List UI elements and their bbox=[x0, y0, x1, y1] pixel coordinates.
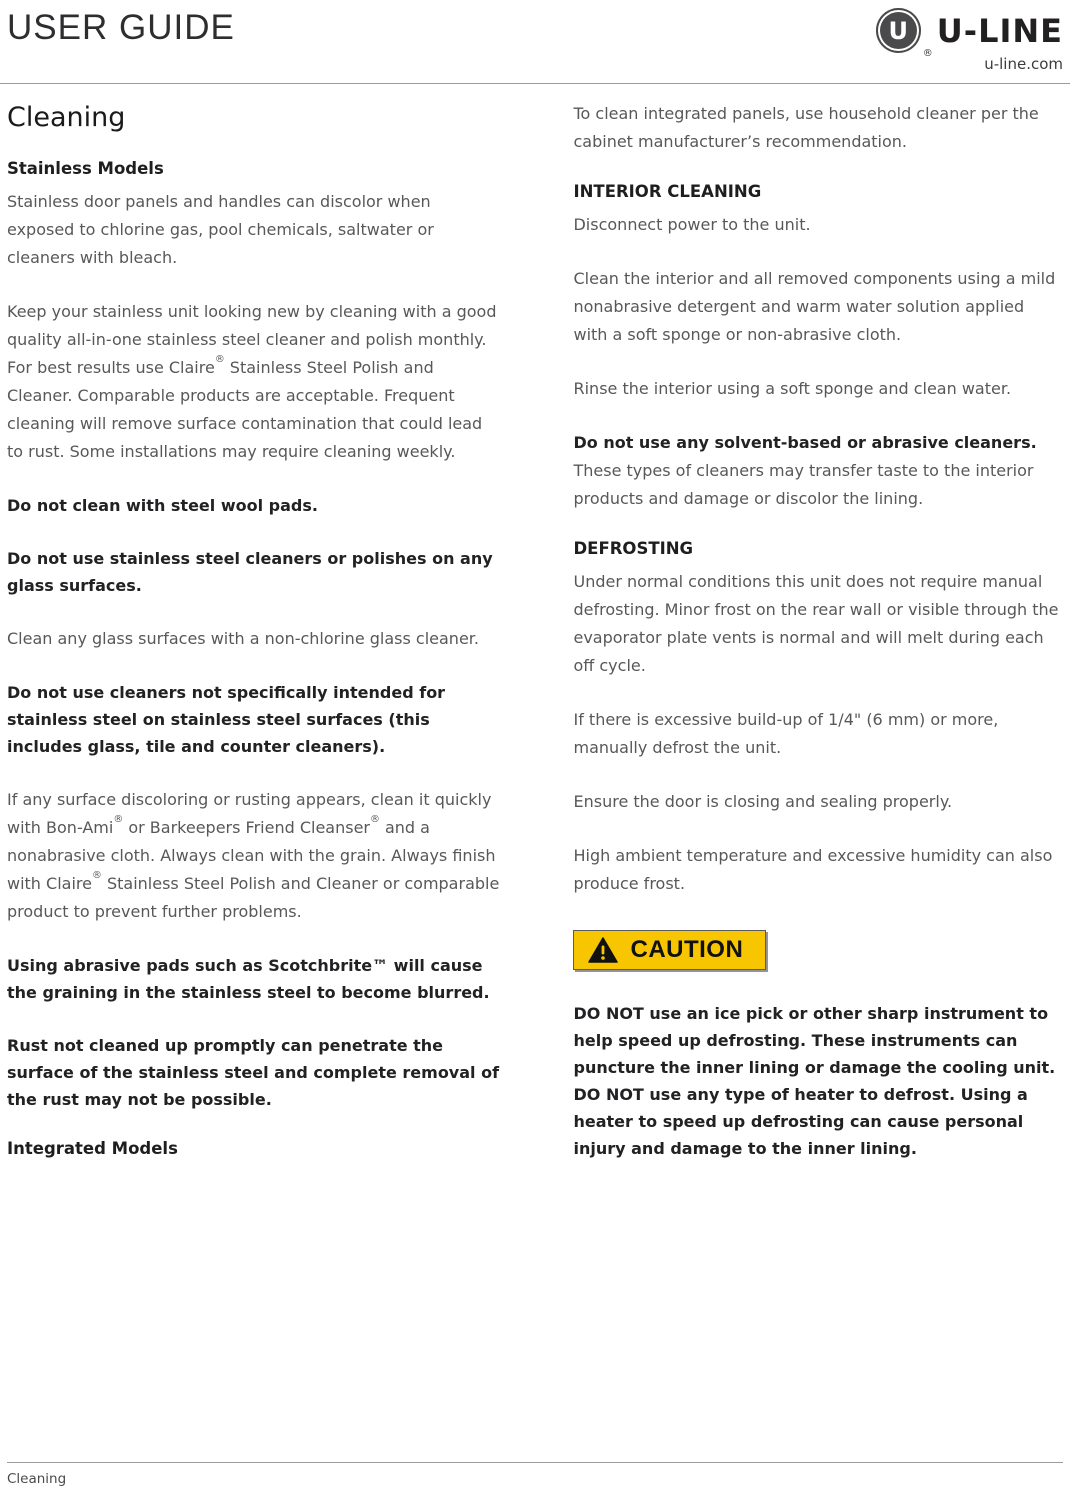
paragraph: Keep your stainless unit looking new by cleaning with a good quality all-in-one stainless steel cleaner and polish monthly. For best results use Claire® Stainless Steel Polish and Cleaner. Comparable products are acceptable. Frequent cleaning will remove surface contamination that could lead to rust. Some installations may require cleaning weekly. bbox=[7, 302, 497, 461]
caution-warning-text: DO NOT use an ice pick or other sharp instrument to help speed up defrosting. These instruments can puncture the inner lining or damage the cooling unit. DO NOT use any type of heater to defrost. Using a heater to speed up defrosting can cause personal injury and damage to the inner lining. bbox=[573, 1004, 1056, 1158]
paragraph: High ambient temperature and excessive humidity can also produce frost. bbox=[573, 846, 1053, 893]
warning-text: Rust not cleaned up promptly can penetrate the surface of the stainless steel and complete removal of the rust may not be possible. bbox=[7, 1036, 500, 1109]
footer-divider bbox=[7, 1462, 1063, 1463]
paragraph: If there is excessive build-up of 1/4" (6 mm) or more, manually defrost the unit. bbox=[573, 710, 999, 757]
warning-text: Do not use cleaners not specifically intended for stainless steel on stainless steel surfaces (this includes glass, tile and counter cleaners). bbox=[7, 683, 446, 756]
uline-logo bbox=[876, 8, 1063, 73]
content-columns bbox=[0, 84, 1070, 1188]
paragraph: Under normal conditions this unit does not require manual defrosting. Minor frost on the rear wall or visible through the evaporator plate vents is normal and will melt during each off cycle. bbox=[573, 572, 1059, 675]
uline-brand-text: U-LINE bbox=[936, 11, 1063, 50]
footer-page-label: Cleaning bbox=[7, 1471, 67, 1487]
warning-text: Using abrasive pads such as Scotchbrite™ will cause the graining in the stainless steel to become blurred. bbox=[7, 956, 490, 1002]
warning-lead: Do not use any solvent-based or abrasive cleaners. bbox=[573, 433, 1037, 452]
website-text: u-line.com bbox=[984, 55, 1063, 73]
heading-interior-cleaning: INTERIOR CLEANING bbox=[573, 182, 762, 201]
header-title: USER GUIDE bbox=[7, 8, 235, 47]
left-column bbox=[7, 98, 501, 1188]
uline-u-icon bbox=[876, 8, 921, 53]
warning-rest: These types of cleaners may transfer taste to the interior products and damage or discolor the lining. bbox=[573, 461, 1034, 508]
paragraph: Rinse the interior using a soft sponge and clean water. bbox=[573, 379, 1012, 398]
paragraph-mixed bbox=[573, 429, 1063, 513]
registered-mark: ® bbox=[922, 48, 933, 59]
page-title: Cleaning bbox=[7, 102, 126, 133]
paragraph: To clean integrated panels, use household cleaner per the cabinet manufacturer’s recommendation. bbox=[573, 104, 1039, 151]
paragraph: Stainless door panels and handles can discolor when exposed to chlorine gas, pool chemicals, saltwater or cleaners with bleach. bbox=[7, 192, 434, 267]
footer bbox=[0, 1462, 1070, 1487]
uline-logo-row bbox=[876, 8, 1063, 59]
heading-integrated-models: Integrated Models bbox=[7, 1139, 178, 1158]
paragraph: Clean the interior and all removed components using a mild nonabrasive detergent and warm water solution applied with a soft sponge or non-abrasive cloth. bbox=[573, 269, 1056, 344]
paragraph: Ensure the door is closing and sealing properly. bbox=[573, 792, 953, 811]
heading-defrosting: DEFROSTING bbox=[573, 539, 694, 558]
warning-text: Do not clean with steel wool pads. bbox=[7, 496, 318, 515]
right-column bbox=[573, 98, 1063, 1188]
uline-u-letter: U bbox=[888, 16, 909, 45]
warning-text: Do not use stainless steel cleaners or polishes on any glass surfaces. bbox=[7, 549, 493, 595]
paragraph: If any surface discoloring or rusting appears, clean it quickly with Bon-Ami® or Barkeepers Friend Cleanser® and a nonabrasive cloth. Always clean with the grain. Always finish with Claire® Stainless Steel Polish and Cleaner or comparable product to prevent further problems. bbox=[7, 790, 500, 921]
heading-stainless-models: Stainless Models bbox=[7, 159, 164, 178]
paragraph: Clean any glass surfaces with a non-chlorine glass cleaner. bbox=[7, 629, 479, 648]
caution-label: CAUTION bbox=[630, 936, 744, 963]
warning-triangle-icon bbox=[588, 937, 618, 964]
header bbox=[0, 0, 1070, 73]
caution-box bbox=[573, 930, 766, 970]
paragraph: Disconnect power to the unit. bbox=[573, 215, 811, 234]
